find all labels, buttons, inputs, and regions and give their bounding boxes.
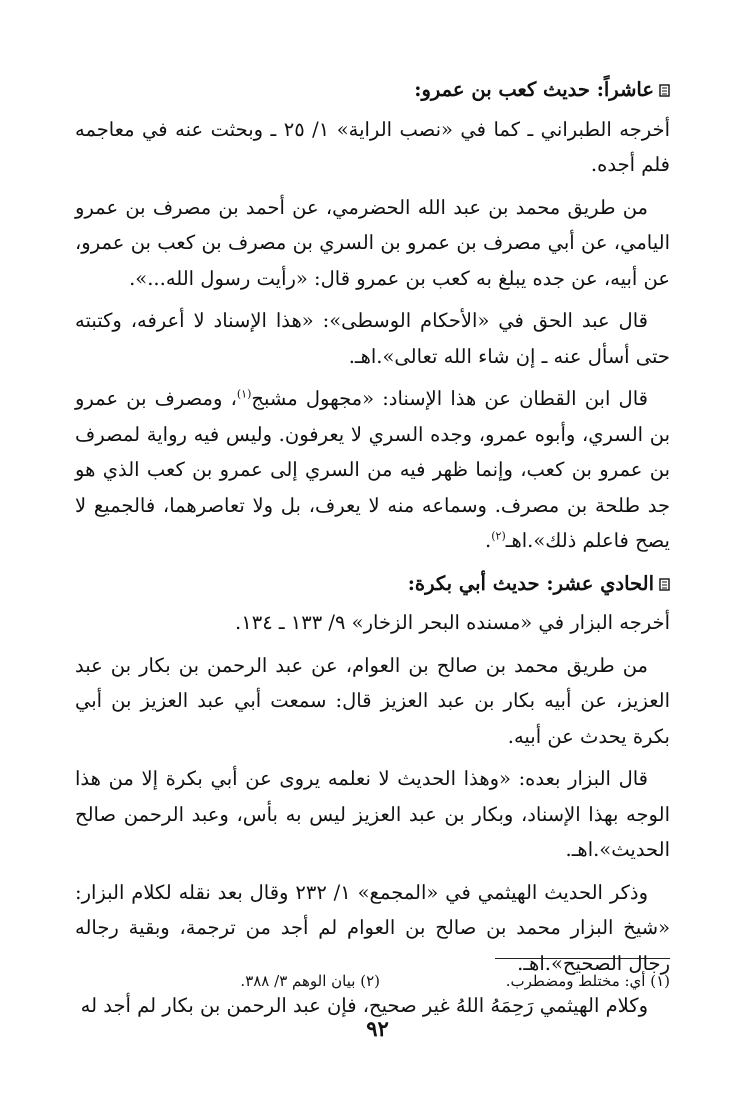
paragraph: وكلام الهيثمي رَحِمَهُ اللهُ غير صحيح، فإن عبد الرحمن بن بكار لم أجد له (80, 994, 648, 1017)
section-mark-icon (659, 84, 670, 97)
section-heading-text: الحادي عشر: حديث أبي بكرة: (407, 571, 654, 595)
paragraph: قال البزار بعده: «وهذا الحديث لا نعلمه يروى عن أبي بكرة إلا من هذا الوجه بهذا الإسناد، وبكار بن عبد العزيز ليس به بأس، وعبد الرحمن صالح الحديث».اهـ. (75, 767, 670, 861)
paragraph-text: . (485, 529, 492, 552)
footnote-2: (٢) بيان الوهم ٣/ ٣٨٨. (240, 972, 380, 990)
section-heading-text: عاشراً: حديث كعب بن عمرو: (414, 78, 654, 101)
footnotes (75, 968, 670, 994)
page-number: ٩٢ (366, 1016, 389, 1041)
paragraph: من طريق محمد بن صالح بن العوام، عن عبد الرحمن بن بكار بن عبد العزيز، عن أبيه بكار بن عبد العزيز قال: سمعت أبي عبد العزيز بن أبي بكرة يحدث عن أبيه. (75, 653, 670, 748)
paragraph: أخرجه البزار في «مسنده البحر الزخار» ٩/ ١٣٣ ـ ١٣٤. (235, 611, 670, 634)
section-mark-icon (659, 578, 670, 591)
paragraph: أخرجه الطبراني ـ كما في «نصب الراية» ١/ ٢٥ ـ وبحثت عنه في معاجمه فلم أجده. (75, 117, 670, 176)
footnote-ref-1[interactable]: (١) (236, 387, 252, 401)
footnote-1: (١) أي: مختلط ومضطرب. (505, 972, 670, 990)
footnote-ref-2[interactable]: (٢) (491, 529, 506, 543)
main-text (75, 72, 670, 1031)
paragraph: وذكر الحديث الهيثمي في «المجمع» ١/ ٢٣٢ وقال بعد نقله لكلام البزار: «شيخ البزار محمد بن صالح بن العوام لم أجد من ترجمة، وبقية رجاله رجال الصحيح».اهـ. (75, 880, 670, 975)
paragraph: من طريق محمد بن عبد الله الحضرمي، عن أحمد بن مصرف بن عمرو اليامي، عن أبي مصرف بن عمرو بن السري بن مصرف بن كعب بن عمرو، عن أبيه، عن جده يبلغ به كعب بن عمرو قال: «رأيت رسول الله...». (75, 195, 670, 290)
paragraph-with-footnotes (75, 381, 670, 559)
paragraph-text: قال ابن القطان عن هذا الإسناد: «مجهول مشبج (251, 387, 648, 410)
section-heading-10 (75, 72, 670, 108)
paragraph: قال عبد الحق في «الأحكام الوسطى»: «هذا الإسناد لا أعرفه، وكتبته حتى أسأل عنه ـ إن شاء الله تعالى».اهـ. (75, 309, 670, 368)
footnote-divider (495, 958, 670, 959)
paragraph-text: ، ومصرف بن عمرو بن السري، وأبوه عمرو، وجده السري لا يعرفون. وليس فيه رواية لمصرف بن عمرو بن كعب، وإنما ظهر فيه من السري إلى عمرو بن كعب الذي هو جد طلحة بن مصرف. وسماعه منه لا يعرف، بل ولا تعاصرهما، فالجميع لا يصح فاعلم ذلك».اهـ (75, 387, 670, 552)
section-heading-11 (75, 566, 670, 602)
